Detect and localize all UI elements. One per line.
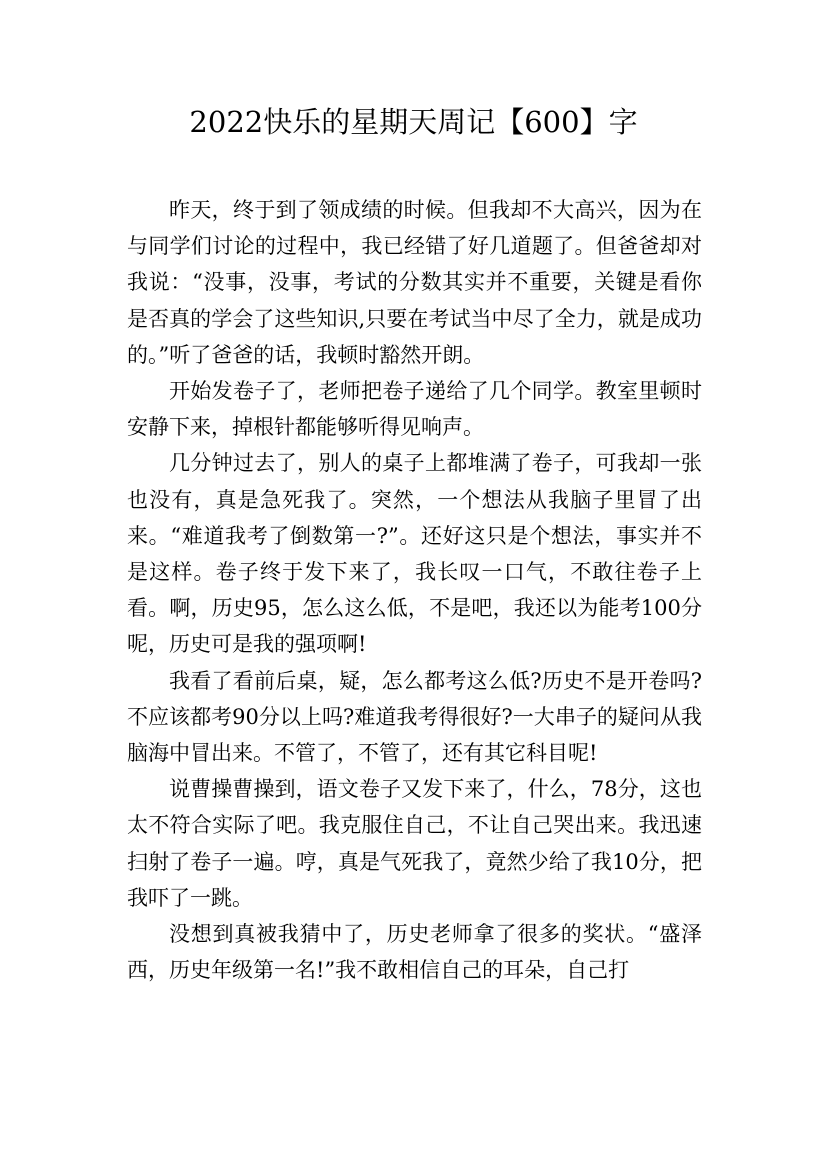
paragraph-3: 几分钟过去了，别人的桌子上都堆满了卷子，可我却一张也没有，真是急死我了。突然，一个想法从我脑子里冒了出来。“难道我考了倒数第一?”。还好这只是个想法，事实并不是这样。卷子终于发下来了，我长叹一口气，不敢往卷子上看。啊，历史95，怎么这么低，不是吧，我还以为能考100分呢，历史可是我的强项啊! [127, 451, 702, 657]
document-body [127, 192, 702, 988]
paragraph-6: 没想到真被我猜中了，历史老师拿了很多的奖状。“盛泽西，历史年级第一名!”我不敢相信自己的耳朵，自己打 [127, 922, 702, 983]
paragraph-4: 我看了看前后桌，疑，怎么都考这么低?历史不是开卷吗?不应该都考90分以上吗?难道我考得很好?一大串子的疑问从我脑海中冒出来。不管了，不管了，还有其它科目呢! [127, 668, 702, 766]
document-title: 2022快乐的星期天周记【600】字 [189, 105, 638, 139]
paragraph-5: 说曹操曹操到，语文卷子又发下来了，什么，78分，这也太不符合实际了吧。我克服住自己，不让自己哭出来。我迅速扫射了卷子一遍。哼，真是气死我了，竟然少给了我10分，把我吓了一跳。 [127, 777, 702, 910]
paragraph-2: 开始发卷子了，老师把卷子递给了几个同学。教室里顿时安静下来，掉根针都能够听得见响声。 [127, 379, 702, 440]
paragraph-1: 昨天，终于到了领成绩的时候。但我却不大高兴，因为在与同学们讨论的过程中，我已经错了好几道题了。但爸爸却对我说：“没事，没事，考试的分数其实并不重要，关键是看你是否真的学会了这些知识,只要在考试当中尽了全力，就是成功的。”听了爸爸的话，我顿时豁然开朗。 [127, 198, 702, 367]
